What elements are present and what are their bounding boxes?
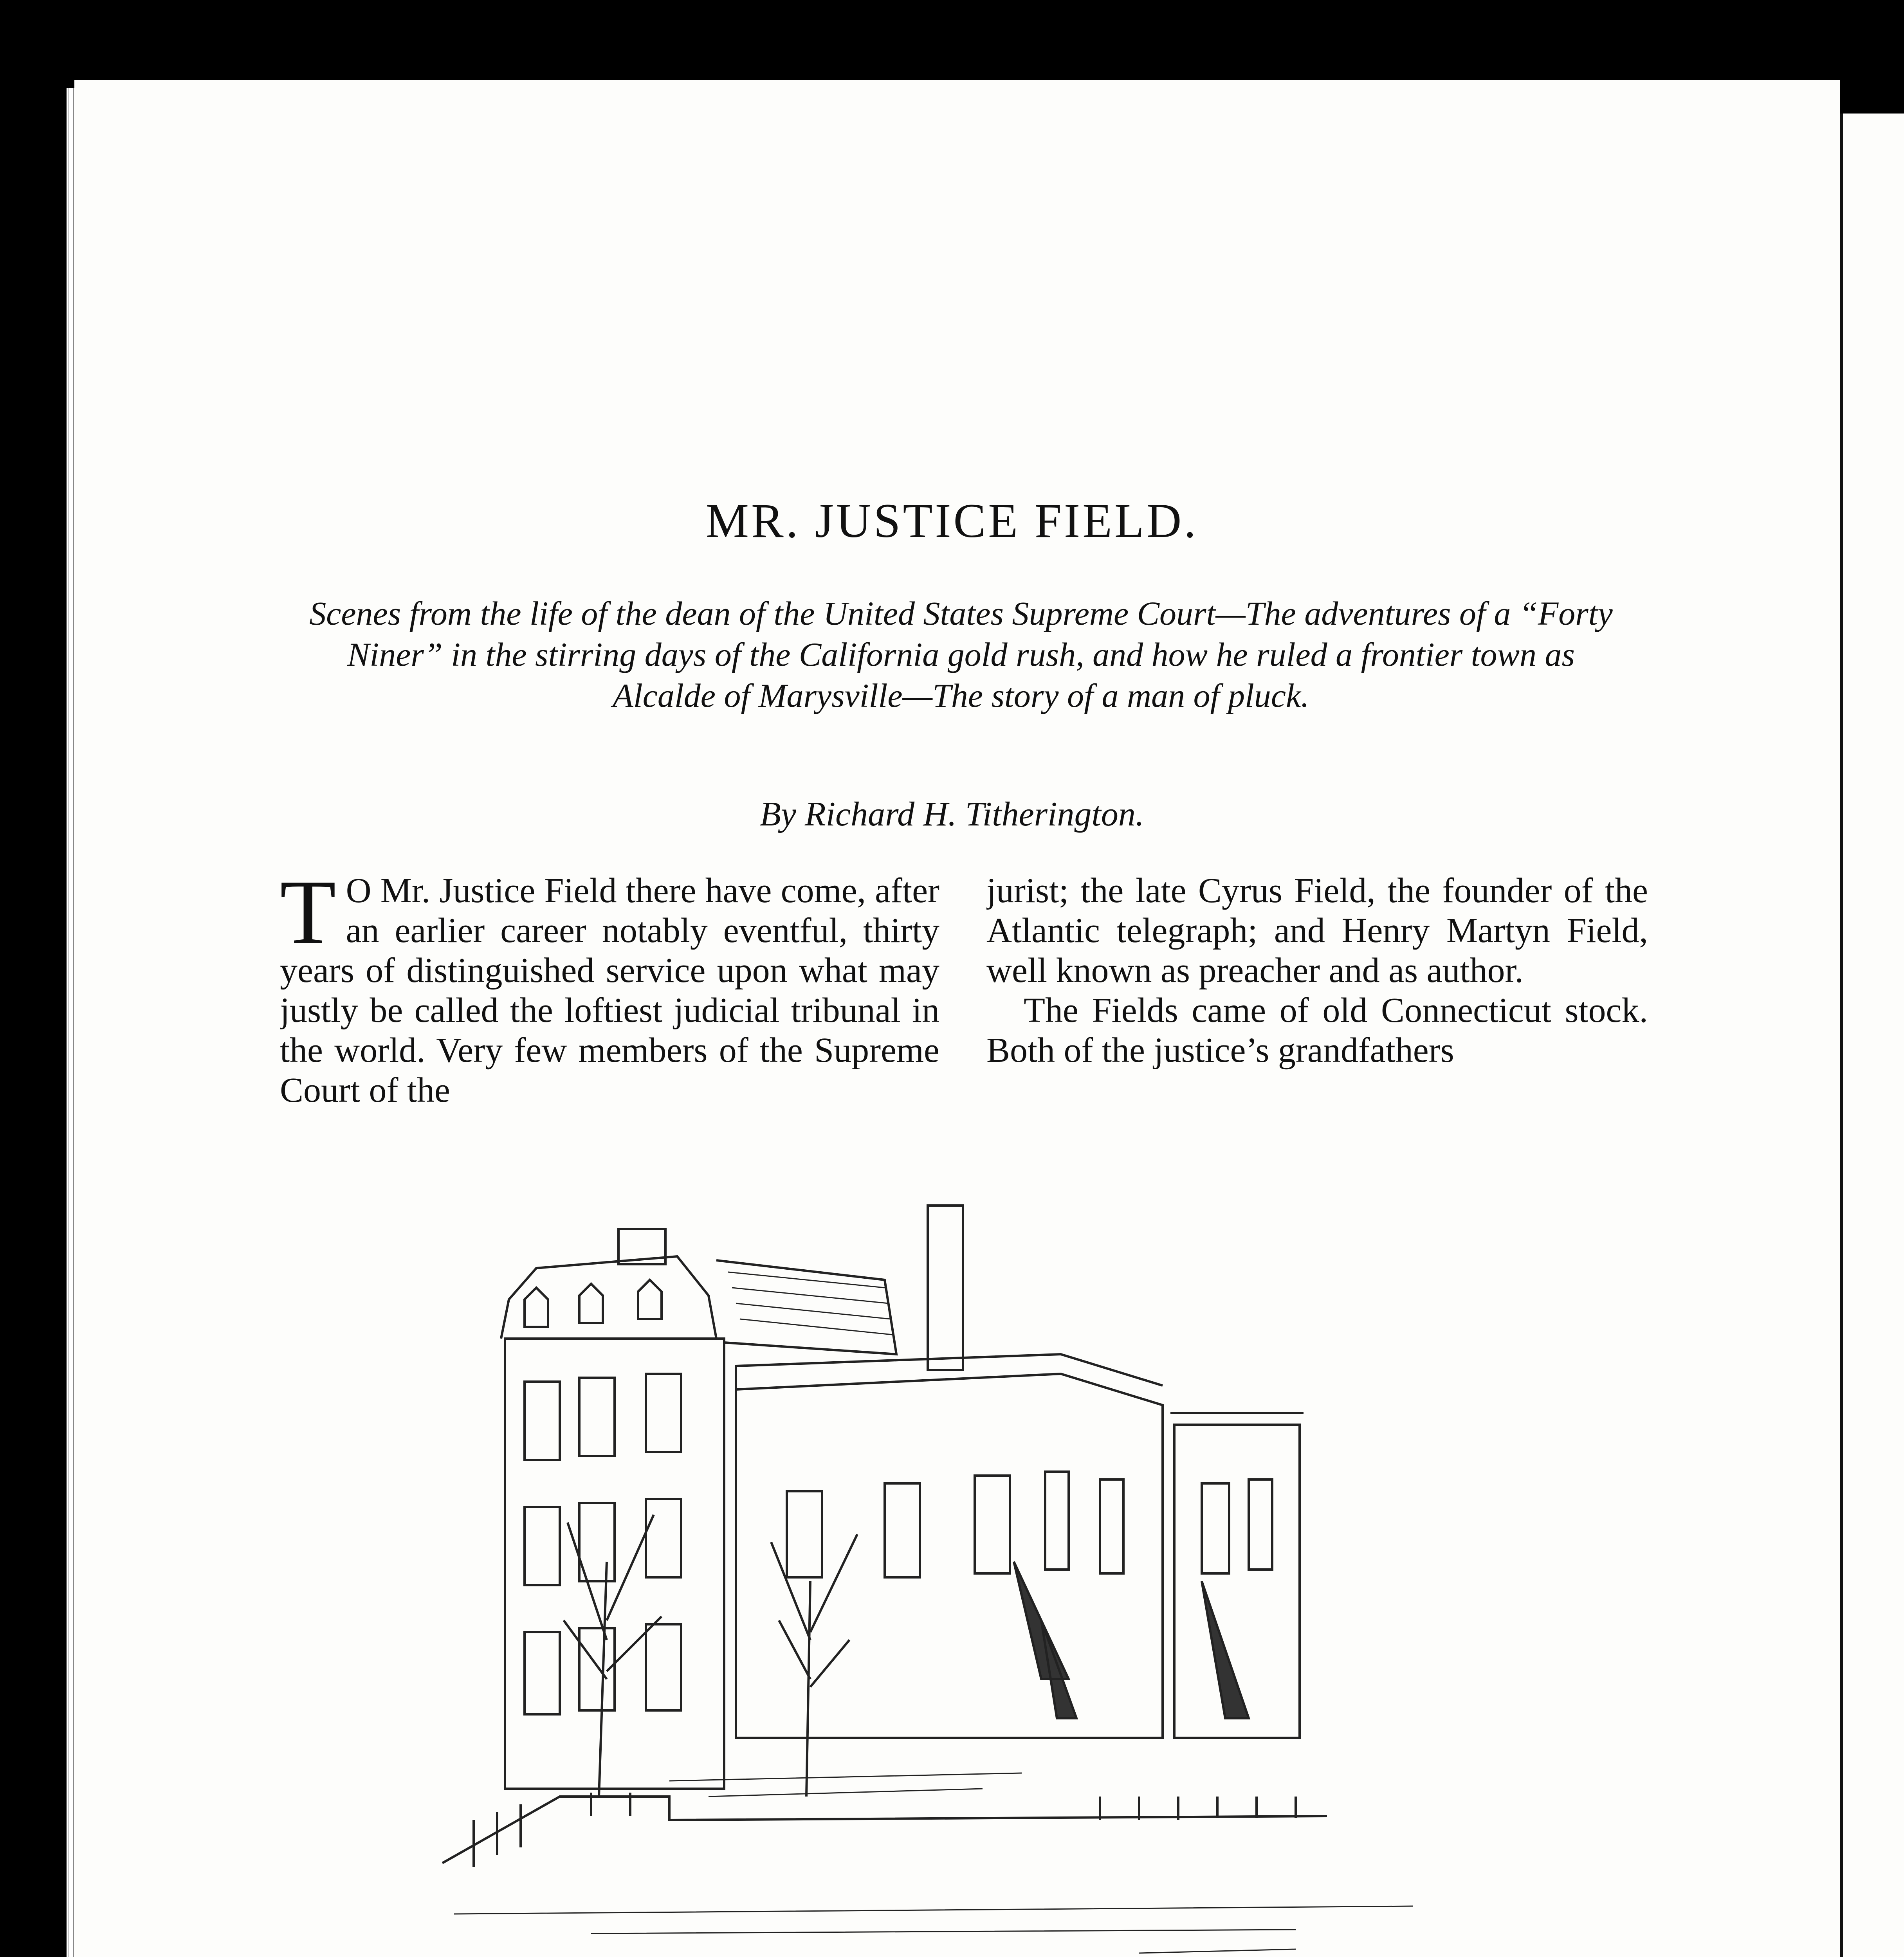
adjacent-page (1840, 114, 1904, 1957)
article-byline: By Richard H. Titherington. (760, 795, 1144, 833)
column-2-paragraph-1: jurist; the late Cyrus Field, the founder of the Atlantic telegraph; and Henry Martyn Field, well known as preacher and as author. (986, 871, 1648, 990)
column-2-paragraph-2: The Fields came of old Connecticut stock. Both of the justice’s grandfathers (986, 991, 1648, 1070)
article-subtitle: Scenes from the life of the dean of the United States Supreme Court—The adventures of a “Forty Niner” in the stirring days of the California gold rush, and how he ruled a frontier town as Alcalde of Marysville—The story of a man of pluck. (309, 595, 1613, 714)
drop-cap: T (280, 871, 336, 963)
text-column-2 (986, 871, 1648, 1121)
residence-illustration (435, 1170, 1491, 1957)
text-column-1 (280, 871, 939, 1121)
article-title: MR. JUSTICE FIELD. (705, 494, 1199, 548)
column-1-text: O Mr. Justice Field there have come, after an earlier career notably eventful, thirty years of distinguished service upon what may justly be called the loftiest judicial tribunal in the world. Very few members of the Supreme Court of the (280, 871, 939, 1110)
